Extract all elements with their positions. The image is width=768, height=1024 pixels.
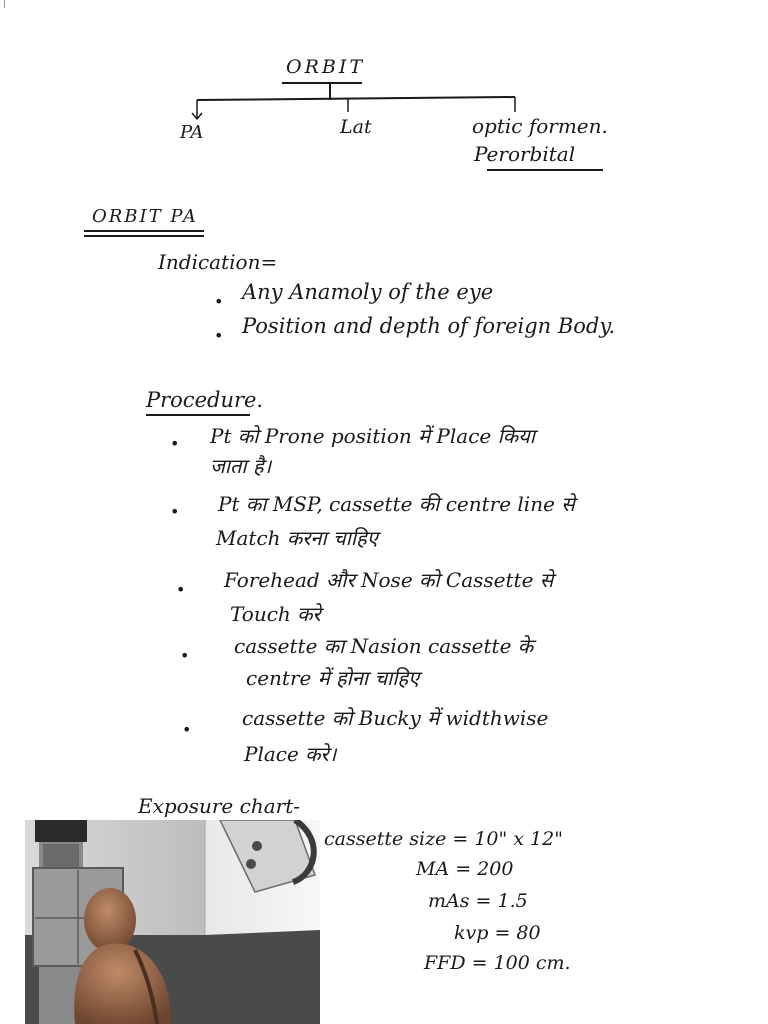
exposure-row: cassette size = 10" x 12" xyxy=(324,828,563,850)
perorbital-underline xyxy=(487,169,603,171)
bullet-dot: • xyxy=(180,646,190,665)
bullet-dot: • xyxy=(214,292,224,311)
tree-branch-perorbital: Perorbital xyxy=(474,142,576,166)
bullet-dot: • xyxy=(176,580,186,599)
exposure-row: FFD = 100 cm. xyxy=(424,952,571,974)
procedure-step-line: centre में होना चाहिए xyxy=(246,666,420,690)
tree-connector-lines xyxy=(0,0,768,140)
procedure-step-line: Place करे। xyxy=(244,742,337,766)
bullet-dot: • xyxy=(182,720,192,739)
section-heading-underline-2 xyxy=(84,235,204,237)
procedure-step-line: Pt को Prone position में Place किया xyxy=(210,424,535,448)
section-heading: ORBIT PA xyxy=(92,206,198,227)
tree-branch-lat: Lat xyxy=(340,116,372,138)
exposure-row: MA = 200 xyxy=(416,858,514,880)
indication-item: Position and depth of foreign Body. xyxy=(242,314,616,338)
procedure-step-line: cassette को Bucky में widthwise xyxy=(242,706,549,730)
exposure-label: Exposure chart- xyxy=(138,794,300,818)
procedure-step-line: Pt का MSP, cassette की centre line से xyxy=(218,492,575,516)
tree-branch-optic: optic formen. xyxy=(472,114,608,138)
positioning-illustration xyxy=(25,820,320,1024)
procedure-underline xyxy=(146,414,250,416)
tree-branch-pa: PA xyxy=(180,122,204,143)
indication-item: Any Anamoly of the eye xyxy=(242,280,494,304)
section-heading-underline-1 xyxy=(84,230,204,232)
procedure-step-line: Touch करे xyxy=(230,602,321,626)
tree-root-label: ORBIT xyxy=(286,56,366,78)
exposure-row: mAs = 1.5 xyxy=(428,890,528,912)
bullet-dot: • xyxy=(214,326,224,345)
procedure-step-line: Forehead और Nose को Cassette से xyxy=(224,568,554,592)
procedure-step-line: cassette का Nasion cassette के xyxy=(234,634,534,658)
procedure-step-line: Match करना चाहिए xyxy=(216,526,378,550)
procedure-label: Procedure. xyxy=(146,388,264,412)
exposure-row: kvp = 80 xyxy=(454,922,541,944)
procedure-step-line: जाता है। xyxy=(210,454,272,478)
bullet-dot: • xyxy=(170,434,180,453)
bullet-dot: • xyxy=(170,502,180,521)
indication-label: Indication= xyxy=(158,250,278,274)
